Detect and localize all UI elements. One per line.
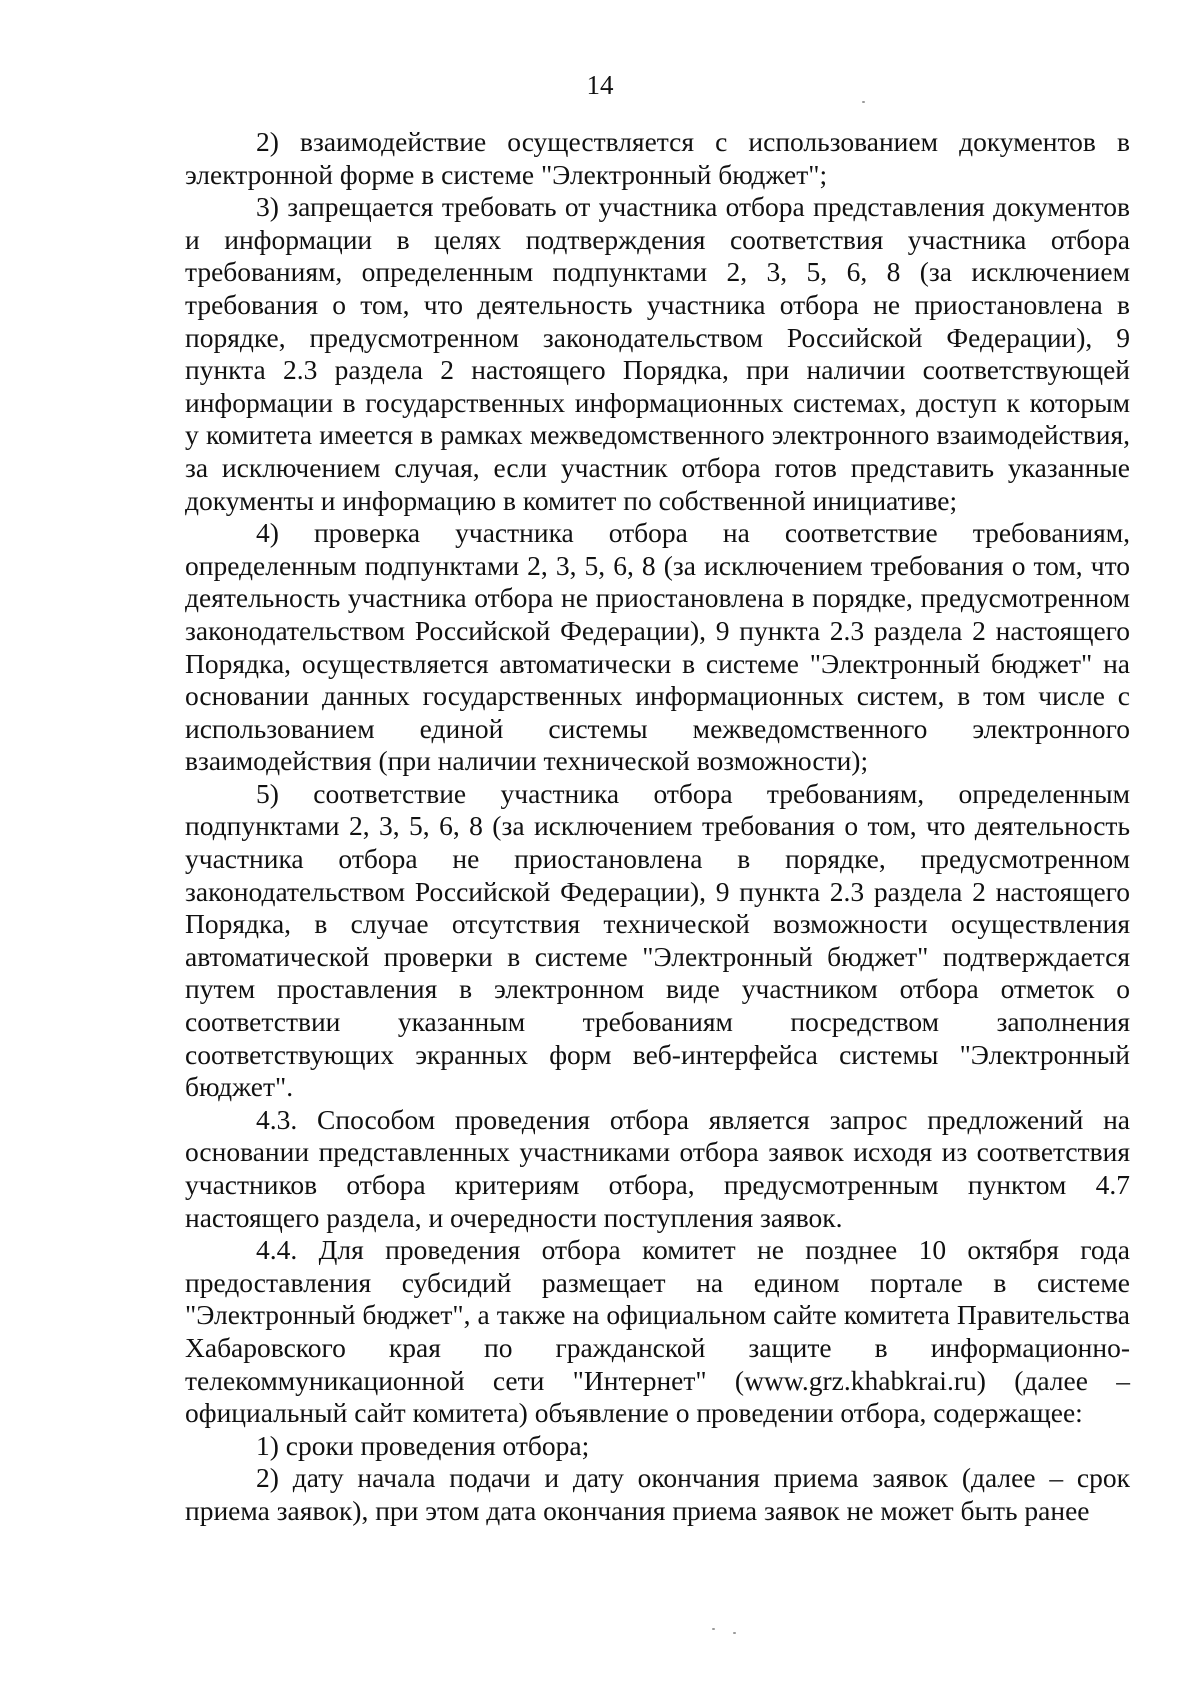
paragraph-subitem-1: 1) сроки проведения отбора;	[256, 1429, 590, 1461]
scan-speck	[733, 1632, 736, 1634]
document-body	[185, 126, 1130, 1528]
paragraph-subitem-2: 2) дату начала подачи и дату окончания приема заявок (далее – срок приема заявок), при этом дата окончания приема заявок не может быть ранее	[185, 1462, 1130, 1526]
paragraph-item-5: 5) соответствие участника отбора требованиям, определенным подпунктами 2, 3, 5, 6, 8 (за исключением требования о том, что деятельность участника отбора не приостановлена в порядке, предусмотренном законодательством Российской Федерации), 9 пункта 2.3 раздела 2 настоящего Порядка, в случае отсутствия технической возможности осуществления автоматической проверки в системе "Электронный бюджет" подтверждается путем проставления в электронном виде участником отбора отметок о соответствии указанным требованиям посредством заполнения соответствующих экранных форм веб-интерфейса системы "Электронный бюджет".	[185, 777, 1130, 1103]
paragraph-item-2: 2) взаимодействие осуществляется с использованием документов в электронной форме в системе "Электронный бюджет";	[185, 126, 1130, 190]
page-number: 14	[586, 70, 614, 100]
paragraph-clause-4-3: 4.3. Способом проведения отбора является запрос предложений на основании представленных участниками отбора заявок исходя из соответствия участников отбора критериям отбора, предусмотренным пунктом 4.7 настоящего раздела, и очередности поступления заявок.	[185, 1103, 1130, 1233]
paragraph-item-3: 3) запрещается требовать от участника отбора представления документов и информации в целях подтверждения соответствия участника отбора требованиям, определенным подпунктами 2, 3, 5, 6, 8 (за исключением требования о том, что деятельность участника отбора не приостановлена в порядке, предусмотренном законодательством Российской Федерации), 9 пункта 2.3 раздела 2 настоящего Порядка, при наличии соответствующей информации в государственных информационных системах, доступ к которым у комитета имеется в рамках межведомственного электронного взаимодействия, за исключением случая, если участник отбора готов представить указанные документы и информацию в комитет по собственной инициативе;	[185, 191, 1130, 516]
scan-speck	[712, 1628, 715, 1630]
scan-speck	[862, 101, 865, 103]
paragraph-clause-4-4: 4.4. Для проведения отбора комитет не позднее 10 октября года предоставления субсидий размещает на едином портале в системе "Электронный бюджет", а также на официальном сайте комитета Правительства Хабаровского края по гражданской защите в информационно-телекоммуникационной сети "Интернет" (www.grz.khabkrai.ru) (далее – официальный сайт комитета) объявление о проведении отбора, содержащее:	[185, 1234, 1130, 1429]
paragraph-item-4: 4) проверка участника отбора на соответствие требованиям, определенным подпунктами 2, 3, 5, 6, 8 (за исключением требования о том, что деятельность участника отбора не приостановлена в порядке, предусмотренном законодательством Российской Федерации), 9 пункта 2.3 раздела 2 настоящего Порядка, осуществляется автоматически в системе "Электронный бюджет" на основании данных государственных информационных систем, в том числе с использованием единой системы межведомственного электронного взаимодействия (при наличии технической возможности);	[185, 517, 1130, 777]
